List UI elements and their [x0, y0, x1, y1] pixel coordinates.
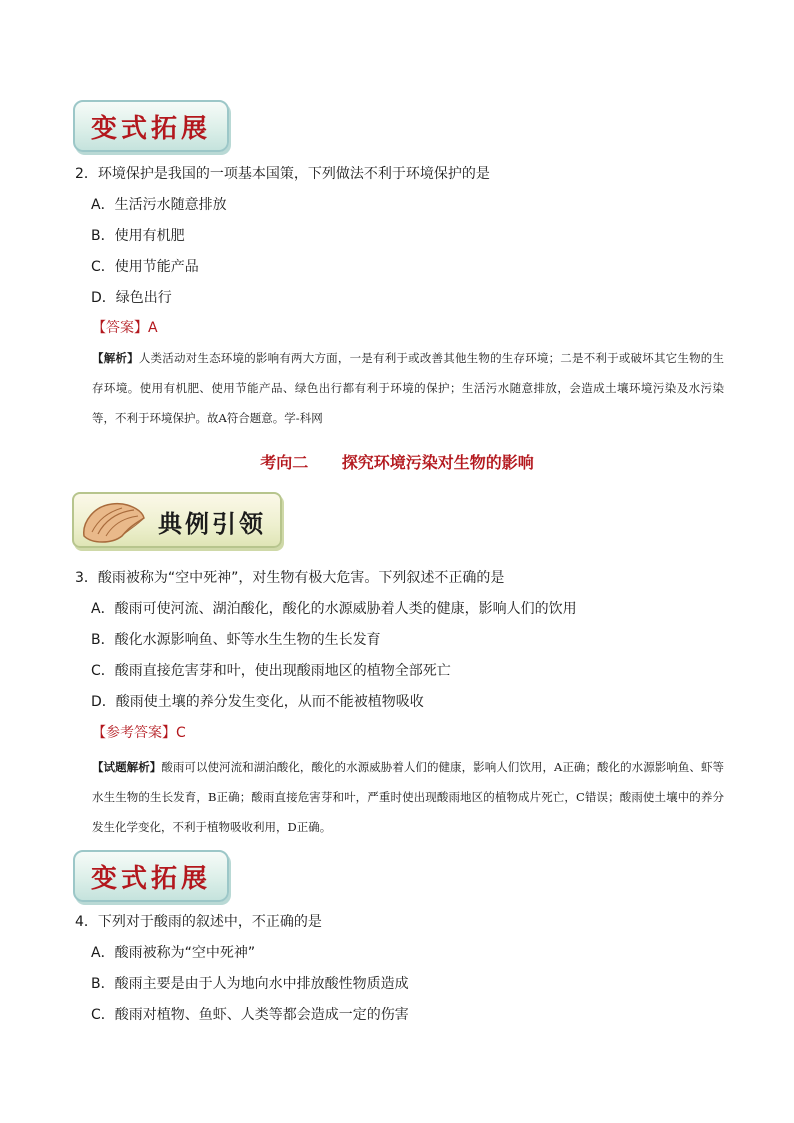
- question-3-option-b: B．酸化水源影响鱼、虾等水生生物的生长发育: [91, 632, 381, 648]
- question-4-option-b: B．酸雨主要是由于人为地向水中排放酸性物质造成: [91, 976, 409, 992]
- conch-shell-icon: [78, 496, 148, 546]
- variant-extension-badge-2: [73, 850, 229, 902]
- typical-example-badge: [72, 492, 282, 548]
- question-2-stem: 2．环境保护是我国的一项基本国策，下列做法不利于环境保护的是: [75, 166, 490, 182]
- question-4-option-a: A．酸雨被称为“空中死神”: [91, 945, 256, 961]
- section-heading: 考向二 探究环境污染对生物的影响: [260, 453, 534, 472]
- analysis-label: 【解析】: [92, 351, 139, 365]
- question-3-stem: 3．酸雨被称为“空中死神”，对生物有极大危害。下列叙述不正确的是: [75, 570, 505, 586]
- analysis-text: 酸雨可以使河流和湖泊酸化，酸化的水源威胁着人们的健康，影响人们饮用，A正确；酸化的水源影响鱼、虾等水生生物的生长发育，B正确；酸雨直接危害芽和叶，严重时使出现酸雨地区的植物成片死亡，C错误；酸雨使土壤中的养分发生化学变化，不利于植物吸收利用，D正确。: [92, 760, 725, 834]
- question-3-option-a: A．酸雨可使河流、湖泊酸化，酸化的水源威胁着人类的健康，影响人们的饮用: [91, 601, 577, 617]
- analysis-label: 【试题解析】: [92, 760, 162, 774]
- question-3-answer: [92, 723, 186, 743]
- answer-value: C: [176, 725, 186, 741]
- answer-value: A: [148, 320, 158, 336]
- question-3-analysis: [92, 752, 724, 842]
- question-2-option-b: B．使用有机肥: [91, 228, 185, 244]
- analysis-text: 人类活动对生态环境的影响有两大方面，一是有利于或改善其他生物的生存环境；二是不利于或破坏其它生物的生存环境。使用有机肥、使用节能产品、绿色出行都有利于环境的保护；生活污水随意排放，会造成土壤环境污染及水污染等，不利于环境保护。故A符合题意。学-科网: [92, 351, 725, 425]
- question-2-analysis: [92, 343, 724, 433]
- question-4-stem: 4．下列对于酸雨的叙述中，不正确的是: [75, 914, 322, 930]
- badge-label: 典例引领: [158, 509, 266, 538]
- answer-label: 【答案】: [92, 320, 148, 336]
- question-2-option-c: C．使用节能产品: [91, 259, 199, 275]
- question-2-option-d: D．绿色出行: [91, 290, 172, 306]
- badge-label: 变式拓展: [90, 113, 211, 144]
- answer-label: 【参考答案】: [92, 725, 176, 741]
- question-4-option-c: C．酸雨对植物、鱼虾、人类等都会造成一定的伤害: [91, 1007, 409, 1023]
- question-2-answer: [92, 318, 158, 338]
- question-3-option-d: D．酸雨使土壤的养分发生变化，从而不能被植物吸收: [91, 694, 424, 710]
- question-3-option-c: C．酸雨直接危害芽和叶，使出现酸雨地区的植物全部死亡: [91, 663, 451, 679]
- badge-label: 变式拓展: [90, 863, 211, 894]
- question-2-option-a: A．生活污水随意排放: [91, 197, 227, 213]
- variant-extension-badge: [73, 100, 229, 152]
